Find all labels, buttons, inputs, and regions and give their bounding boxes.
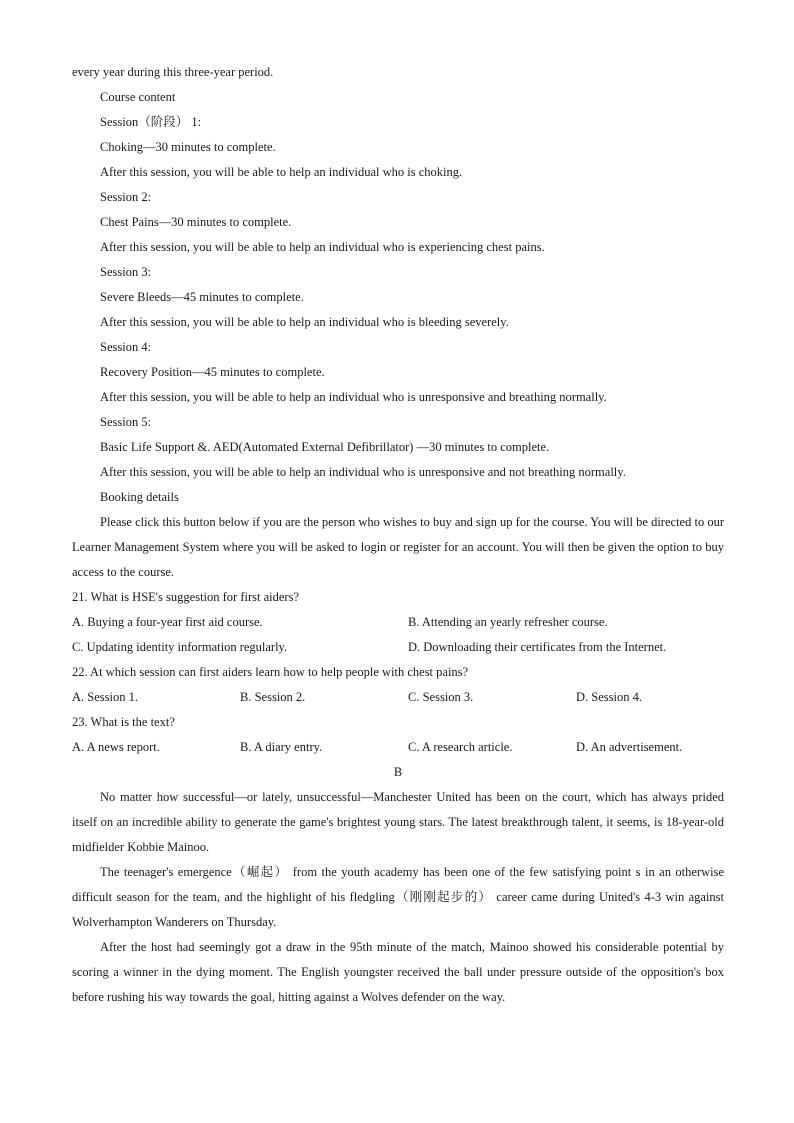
option-d: D. An advertisement.	[576, 740, 683, 754]
option-d: D. Downloading their certificates from the Internet.	[408, 640, 667, 654]
passage-paragraph: After the host had seemingly got a draw in the 95th minute of the match, Mainoo showed his considerable potential by scoring a winner in the dying moment. The English youngster received the ball under pressure outside of the opposition's box before rushing his way towards the goal, hitting against a Wolves defender on the way.	[72, 940, 724, 1004]
session-title: Choking—30 minutes to complete.	[100, 140, 276, 154]
session-label: Session 5:	[100, 415, 152, 429]
session-description: After this session, you will be able to help an individual who is choking.	[100, 165, 463, 179]
question-stem: 21. What is HSE's suggestion for first aiders?	[72, 590, 299, 604]
document-page	[72, 60, 724, 1010]
option-a: A. A news report.	[72, 740, 160, 754]
booking-text: Please click this button below if you are the person who wishes to buy and sign up for the course. You will be directed to our Learner Management System where you will be asked to login or register for an account. You will then be given the option to buy access to the course.	[72, 515, 724, 579]
session-title: Basic Life Support &. AED(Automated External Defibrillator) —30 minutes to complete.	[100, 440, 550, 454]
question-options	[72, 735, 724, 760]
question-options	[72, 610, 724, 635]
option-a: A. Session 1.	[72, 690, 138, 704]
session-description: After this session, you will be able to help an individual who is unresponsive and breathing normally.	[100, 390, 607, 404]
booking-heading: Booking details	[100, 490, 179, 504]
session-title: Recovery Position—45 minutes to complete.	[100, 365, 325, 379]
option-c: C. Updating identity information regularly.	[72, 640, 288, 654]
session-label: Session（阶段） 1:	[100, 115, 202, 129]
session-label: Session 4:	[100, 340, 152, 354]
option-b: B. A diary entry.	[240, 740, 323, 754]
session-label: Session 2:	[100, 190, 152, 204]
question-options	[72, 685, 724, 710]
option-a: A. Buying a four-year first aid course.	[72, 615, 263, 629]
option-c: C. Session 3.	[408, 690, 474, 704]
continued-line: every year during this three-year period.	[72, 65, 274, 79]
passage-paragraph: No matter how successful—or lately, unsuccessful—Manchester United has been on the court, which has always prided itself on an incredible ability to generate the game's brightest young stars. The latest breakthrough talent, it seems, is 18-year-old midfielder Kobbie Mainoo.	[72, 790, 724, 854]
option-c: C. A research article.	[408, 740, 513, 754]
passage-paragraph: The teenager's emergence（崛起） from the youth academy has been one of the few satisfying point s in an otherwise difficult season for the team, and the highlight of his fledgling（刚刚起步的） career came during United's 4-3 win against Wolverhampton Wanderers on Thursday.	[72, 865, 724, 929]
session-title: Chest Pains—30 minutes to complete.	[100, 215, 292, 229]
question-options	[72, 635, 724, 660]
session-description: After this session, you will be able to help an individual who is experiencing chest pains.	[100, 240, 545, 254]
session-label: Session 3:	[100, 265, 152, 279]
question-stem: 22. At which session can first aiders learn how to help people with chest pains?	[72, 665, 469, 679]
option-b: B. Session 2.	[240, 690, 306, 704]
session-description: After this session, you will be able to help an individual who is unresponsive and not breathing normally.	[100, 465, 626, 479]
option-d: D. Session 4.	[576, 690, 642, 704]
option-b: B. Attending an yearly refresher course.	[408, 615, 608, 629]
course-content-heading: Course content	[100, 90, 176, 104]
session-title: Severe Bleeds—45 minutes to complete.	[100, 290, 304, 304]
section-label: B	[393, 765, 403, 779]
question-stem: 23. What is the text?	[72, 715, 175, 729]
session-description: After this session, you will be able to help an individual who is bleeding severely.	[100, 315, 509, 329]
